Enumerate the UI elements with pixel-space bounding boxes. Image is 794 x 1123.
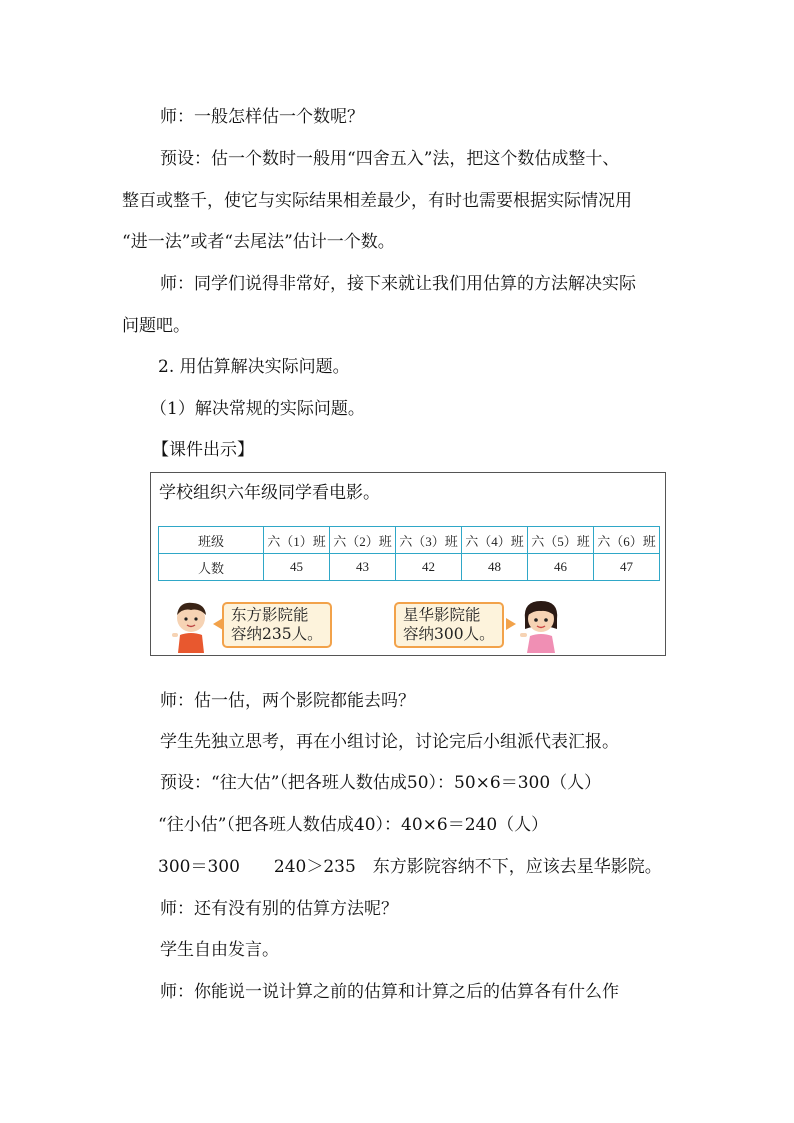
text-line: 学生先独立思考，再在小组讨论，讨论完后小组派代表汇报。 <box>160 732 619 752</box>
text-line: 师：同学们说得非常好，接下来就让我们用估算的方法解决实际 <box>160 274 636 294</box>
table-cell: 46 <box>528 554 594 581</box>
table-cell: 43 <box>330 554 396 581</box>
text-line: 预设：“往大估”（把各班人数估成50）：50×6＝300（人） <box>160 773 602 793</box>
text-line: 300＝300 240＞235 东方影院容纳不下，应该去星华影院。 <box>158 857 662 877</box>
bubble-text: 东方影院能 <box>231 606 309 624</box>
bubble-tail <box>213 618 223 630</box>
text-line: 预设：估一个数时一般用“四舍五入”法，把这个数估成整十、 <box>160 149 620 169</box>
table-cell: 47 <box>594 554 660 581</box>
bubble-tail <box>506 618 516 630</box>
table-row <box>159 527 660 554</box>
bubble-text: 星华影院能 <box>403 606 481 624</box>
text-line: “往小估”（把各班人数估成40）：40×6＝240（人） <box>158 815 549 835</box>
bubble-text: 容纳300人。 <box>403 625 495 643</box>
girl-illustration-icon <box>519 597 563 653</box>
bubble-text: 容纳235人。 <box>231 625 323 643</box>
text-line: 师：一般怎样估一个数呢？ <box>160 107 364 127</box>
text-line: 师：还有没有别的估算方法呢？ <box>160 899 398 919</box>
text-line: 整百或整千，使它与实际结果相差最少，有时也需要根据实际情况用 <box>122 191 632 211</box>
text-line: 师：估一估，两个影院都能去吗？ <box>160 691 415 711</box>
table-cell: 42 <box>396 554 462 581</box>
text-line: 师：你能说一说计算之前的估算和计算之后的估算各有什么作 <box>160 982 619 1002</box>
table-cell: 六（6）班 <box>594 527 660 554</box>
class-table <box>158 526 660 581</box>
table-cell: 人数 <box>159 554 264 581</box>
section-heading: 2. 用估算解决实际问题。 <box>158 357 350 377</box>
table-row <box>159 554 660 581</box>
table-cell: 45 <box>264 554 330 581</box>
text-line: “进一法”或者“去尾法”估计一个数。 <box>122 232 395 252</box>
table-cell: 六（4）班 <box>462 527 528 554</box>
courseware-label: 【课件出示】 <box>152 440 254 460</box>
courseware-box <box>150 472 666 656</box>
table-cell: 班级 <box>159 527 264 554</box>
table-cell: 48 <box>462 554 528 581</box>
boy-speech-bubble <box>222 602 332 648</box>
table-cell: 六（1）班 <box>264 527 330 554</box>
subsection-heading: （1）解决常规的实际问题。 <box>150 399 365 419</box>
courseware-title: 学校组织六年级同学看电影。 <box>159 483 380 503</box>
table-cell: 六（2）班 <box>330 527 396 554</box>
text-line: 问题吧。 <box>122 316 190 336</box>
table-cell: 六（5）班 <box>528 527 594 554</box>
table-cell: 六（3）班 <box>396 527 462 554</box>
boy-illustration-icon <box>169 599 213 653</box>
girl-speech-bubble <box>394 602 504 648</box>
text-line: 学生自由发言。 <box>160 940 279 960</box>
